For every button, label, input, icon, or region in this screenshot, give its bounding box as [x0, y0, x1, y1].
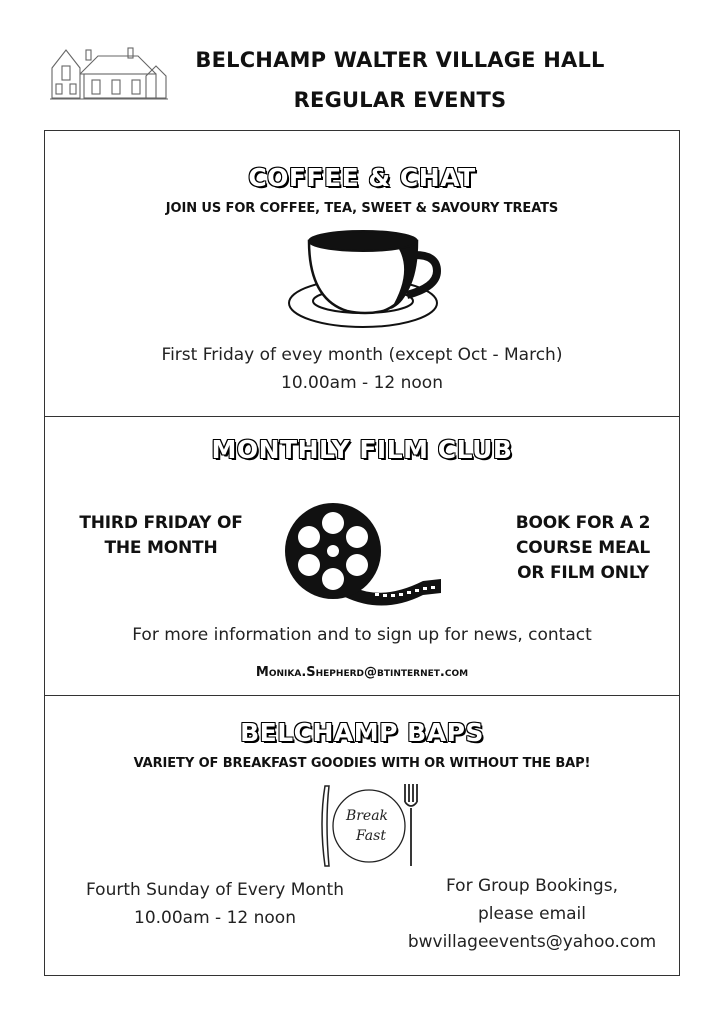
film-club-contact-email: Monika.Shepherd@btinternet.com [255, 665, 469, 680]
coffee-chat-time: 10.00am - 12 noon [281, 373, 443, 393]
belchamp-baps-time: 10.00am - 12 noon [134, 908, 296, 928]
page-title: BELCHAMP WALTER VILLAGE HALL [195, 48, 605, 72]
belchamp-baps-subtitle: VARIETY OF BREAKFAST GOODIES WITH OR WITHOUT THE BAP! [133, 756, 591, 771]
breakfast-logo-word2: Fast [356, 828, 386, 844]
page-subtitle: REGULAR EVENTS [293, 88, 507, 112]
coffee-cup-icon [287, 229, 443, 333]
group-bookings-line2: please email [478, 904, 586, 924]
film-club-info: For more information and to sign up for news, contact [132, 625, 592, 645]
group-bookings-note [391, 872, 673, 956]
film-reel-icon [283, 499, 443, 609]
film-club-booking-note [497, 511, 669, 586]
breakfast-cutlery-icon [317, 782, 421, 872]
film-club-date [69, 511, 253, 561]
coffee-chat-subtitle: JOIN US FOR COFFEE, TEA, SWEET & SAVOURY TREATS [165, 201, 559, 216]
film-club-booking-line2: COURSE MEAL [516, 538, 650, 558]
film-club-date-line2: THE MONTH [104, 538, 218, 558]
film-club-date-line1: THIRD FRIDAY OF [79, 513, 243, 533]
coffee-chat-title: COFFEE & CHAT [248, 163, 476, 192]
coffee-chat-schedule: First Friday of evey month (except Oct - March) [161, 345, 563, 365]
belchamp-baps-title: BELCHAMP BAPS [240, 718, 484, 747]
coffee-chat-section [44, 130, 680, 417]
film-club-booking-line3: OR FILM ONLY [517, 563, 649, 583]
belchamp-baps-when: Fourth Sunday of Every Month [86, 880, 344, 900]
film-club-booking-line1: BOOK FOR A 2 [515, 513, 651, 533]
group-bookings-line1: For Group Bookings, [446, 876, 618, 896]
film-club-title: MONTHLY FILM CLUB [211, 435, 513, 464]
belchamp-baps-section [44, 695, 680, 976]
film-club-section [44, 416, 680, 696]
breakfast-logo-word1: Break [345, 808, 389, 824]
belchamp-baps-schedule [45, 876, 385, 932]
group-bookings-email[interactable]: bwvillageevents@yahoo.com [407, 932, 657, 952]
